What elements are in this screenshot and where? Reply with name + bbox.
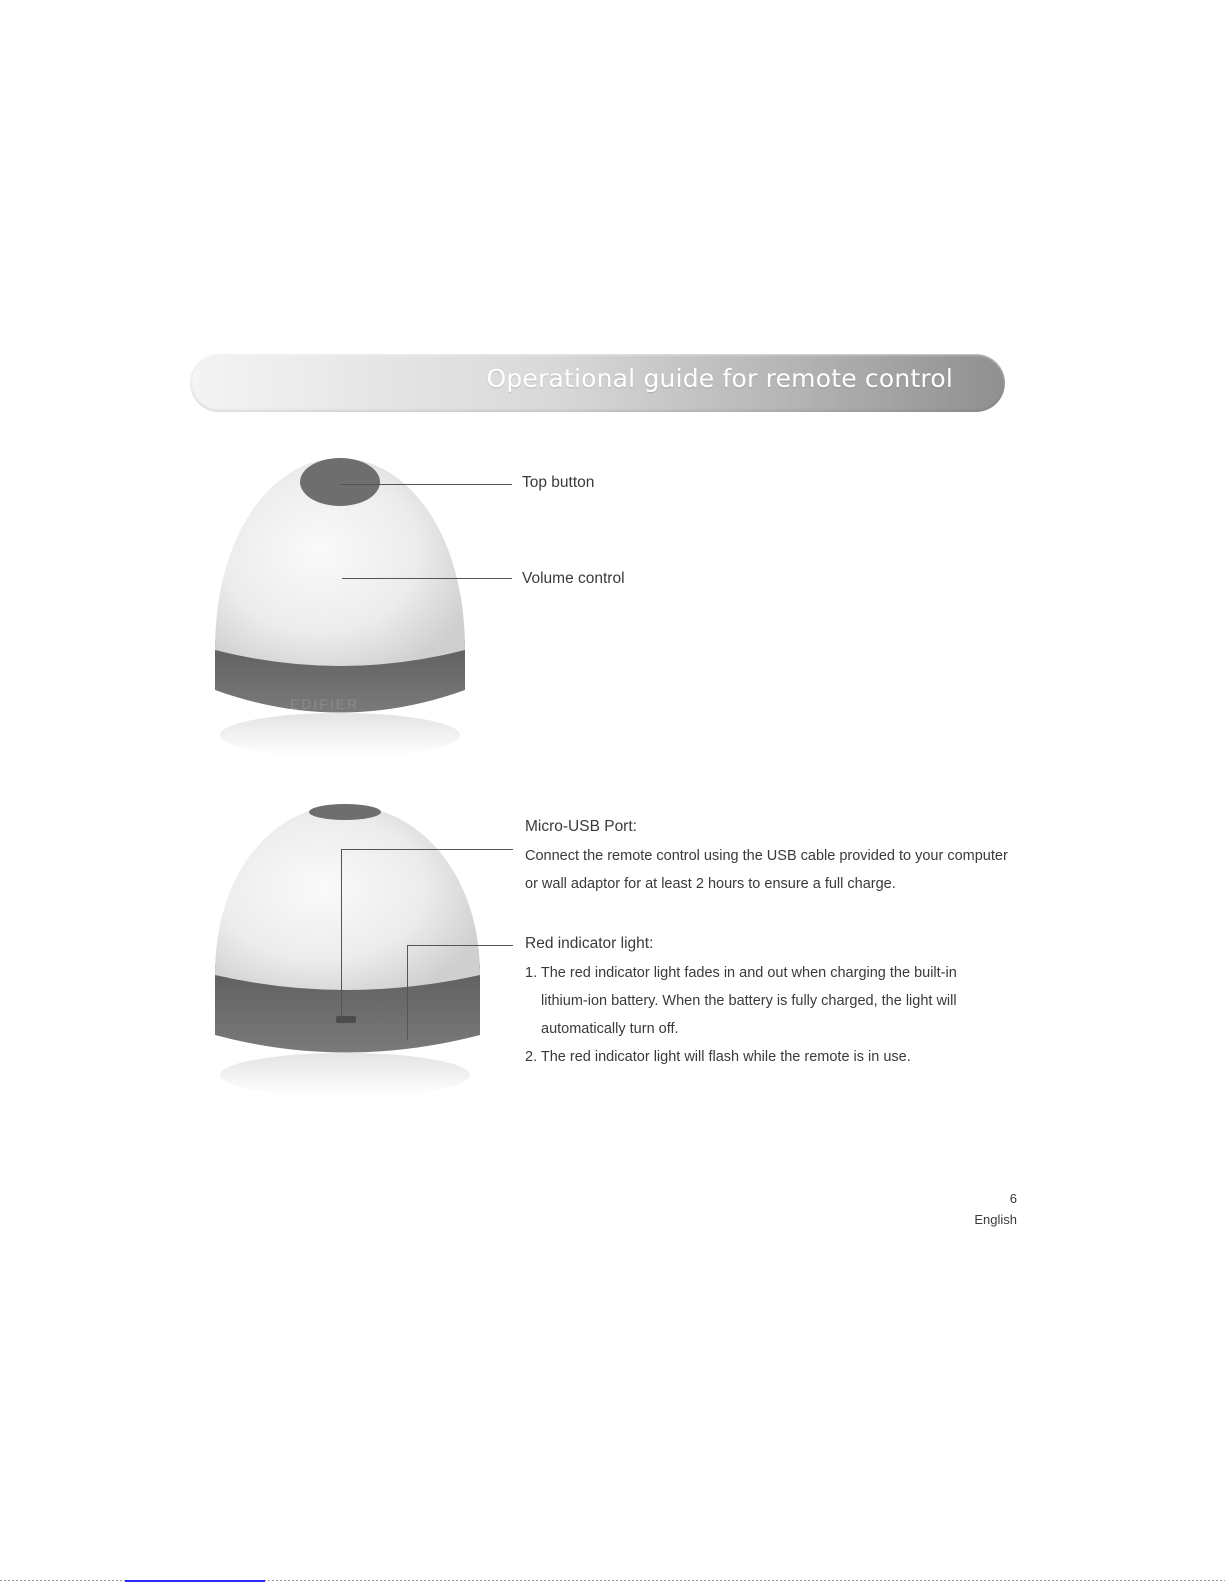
usb-port-heading: Micro-USB Port: [525, 818, 637, 835]
volume-control-callout-line [342, 578, 512, 579]
usb-port-callout-horizontal [341, 849, 513, 850]
remote-side-view-image [205, 800, 495, 1100]
indicator-heading: Red indicator light: [525, 935, 654, 952]
usb-port-line-2: or wall adaptor for at least 2 hours to ensure a full charge. [525, 876, 896, 892]
indicator-item-1-line-1: 1. The red indicator light fades in and out when charging the built-in [525, 965, 957, 981]
indicator-callout-horizontal [407, 945, 513, 946]
page-number: 6 [1009, 1191, 1017, 1206]
brand-logo-text: EDIFIER [290, 696, 360, 712]
page-footer [974, 1188, 1017, 1230]
page-title: Operational guide for remote control [486, 364, 953, 393]
top-button-callout-line [340, 484, 512, 485]
remote-top-view-image [205, 450, 475, 760]
indicator-item-1-line-3: automatically turn off. [541, 1021, 679, 1037]
usb-port-description [525, 842, 1008, 898]
top-button-label: Top button [522, 474, 595, 491]
volume-control-label: Volume control [522, 570, 625, 587]
indicator-callout-vertical [407, 945, 408, 1040]
bottom-link-underline [125, 1580, 265, 1582]
usb-port-line-1: Connect the remote control using the USB cable provided to your computer [525, 848, 1008, 864]
title-banner [190, 354, 1005, 412]
usb-port-callout-vertical [341, 849, 342, 1019]
indicator-description [525, 959, 957, 1071]
language-label: English [974, 1212, 1017, 1227]
indicator-item-1-line-2: lithium-ion battery. When the battery is fully charged, the light will [541, 993, 957, 1009]
indicator-item-2: 2. The red indicator light will flash while the remote is in use. [525, 1049, 911, 1065]
